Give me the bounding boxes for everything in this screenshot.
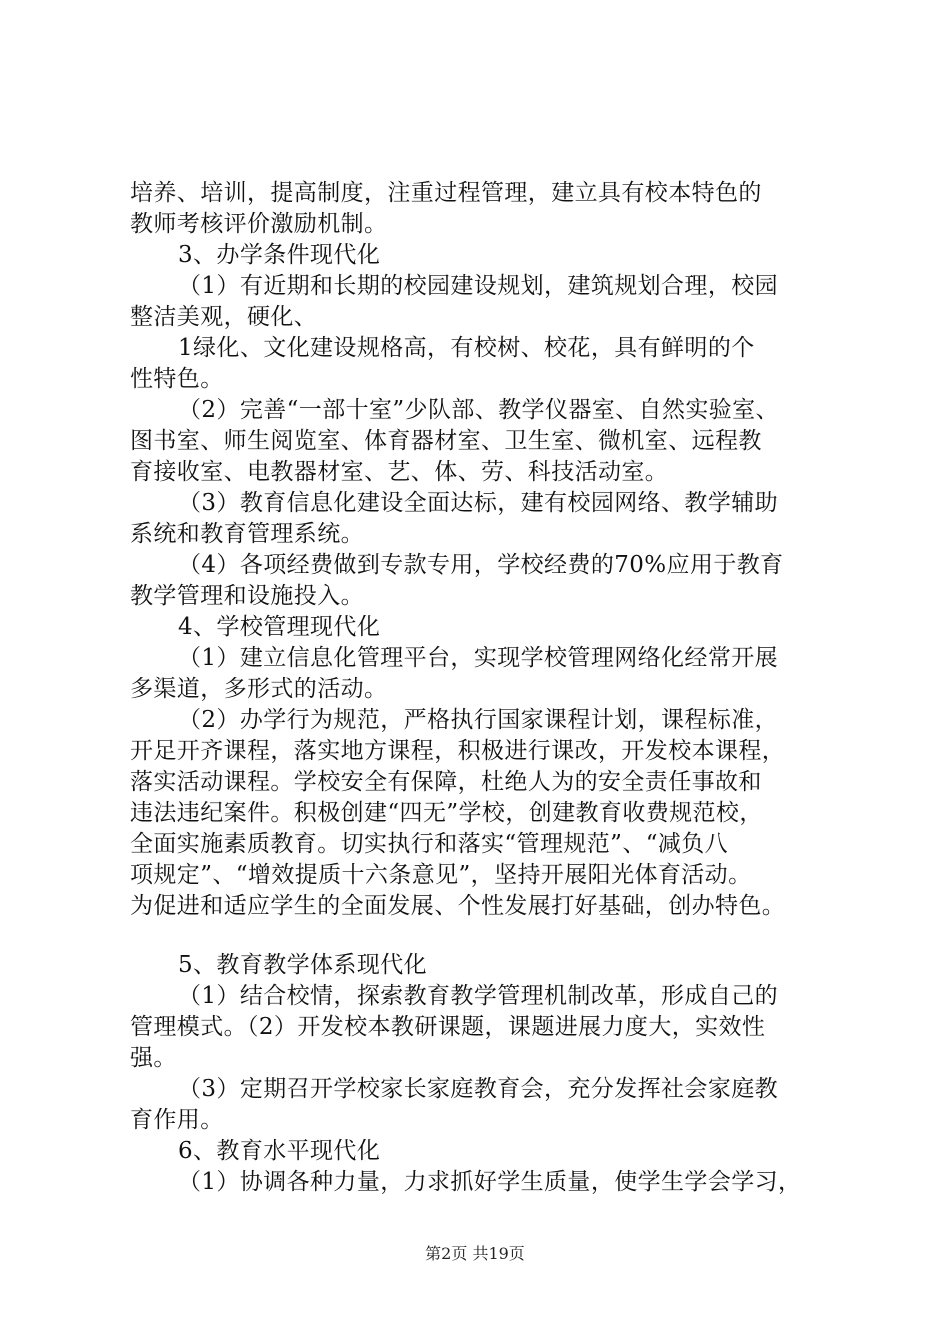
- paragraph-line: （1）协调各种力量，力求抓好学生质量，使学生学会学习，: [178, 1169, 802, 1195]
- paragraph-line: （4）各项经费做到专款专用，学校经费的70%应用于教育: [178, 552, 784, 578]
- paragraph-line: 教师考核评价激励机制。: [130, 211, 388, 237]
- paragraph-line: （2）完善“一部十室”少队部、教学仪器室、自然实验室、: [178, 397, 779, 423]
- paragraph-line: 全面实施素质教育。切实执行和落实“管理规范”、“减负八: [130, 831, 729, 857]
- paragraph-line: 1绿化、文化建设规格高，有校树、校花，具有鲜明的个: [178, 335, 755, 361]
- paragraph-line: 项规定”、“增效提质十六条意见”，坚持开展阳光体育活动。: [130, 862, 752, 888]
- paragraph-line: 图书室、师生阅览室、体育器材室、卫生室、微机室、远程教: [130, 428, 762, 454]
- page-number-footer: 第2页 共19页: [425, 1244, 525, 1263]
- paragraph-line: 系统和教育管理系统。: [130, 521, 364, 547]
- section-heading: 4、学校管理现代化: [178, 614, 381, 640]
- paragraph-line: （1）建立信息化管理平台，实现学校管理网络化经常开展: [178, 645, 779, 671]
- paragraph-line: 落实活动课程。学校安全有保障，杜绝人为的安全责任事故和: [130, 769, 762, 795]
- section-heading: 6、教育水平现代化: [178, 1138, 381, 1164]
- paragraph-line: 多渠道，多形式的活动。: [130, 676, 388, 702]
- paragraph-line: 性特色。: [130, 366, 224, 392]
- paragraph-line: （3）教育信息化建设全面达标，建有校园网络、教学辅助: [178, 490, 779, 516]
- paragraph-line: （1）有近期和长期的校园建设规划，建筑规划合理，校园: [178, 273, 779, 299]
- paragraph-line: 开足开齐课程，落实地方课程，积极进行课改，开发校本课程，: [130, 738, 786, 764]
- paragraph-line: （2）办学行为规范，严格执行国家课程计划，课程标准，: [178, 707, 779, 733]
- paragraph-line: （3）定期召开学校家长家庭教育会，充分发挥社会家庭教: [178, 1076, 779, 1102]
- section-heading: 5、教育教学体系现代化: [178, 952, 428, 978]
- paragraph-line: 培养、培训，提高制度，注重过程管理，建立具有校本特色的: [130, 180, 762, 206]
- section-heading: 3、办学条件现代化: [178, 242, 381, 268]
- paragraph-line: 教学管理和设施投入。: [130, 583, 364, 609]
- paragraph-line: 强。: [130, 1045, 177, 1071]
- paragraph-line: 育作用。: [130, 1107, 224, 1133]
- paragraph-line: 为促进和适应学生的全面发展、个性发展打好基础，创办特色。: [130, 893, 786, 919]
- paragraph-line: （1）结合校情，探索教育教学管理机制改革，形成自己的: [178, 983, 779, 1009]
- paragraph-line: 整洁美观，硬化、: [130, 304, 318, 330]
- paragraph-line: 管理模式。（2）开发校本教研课题，课题进展力度大，实效性: [130, 1014, 766, 1040]
- paragraph-line: 育接收室、电教器材室、艺、体、劳、科技活动室。: [130, 459, 669, 485]
- paragraph-line: 违法违纪案件。积极创建“四无”学校，创建教育收费规范校，: [130, 800, 763, 826]
